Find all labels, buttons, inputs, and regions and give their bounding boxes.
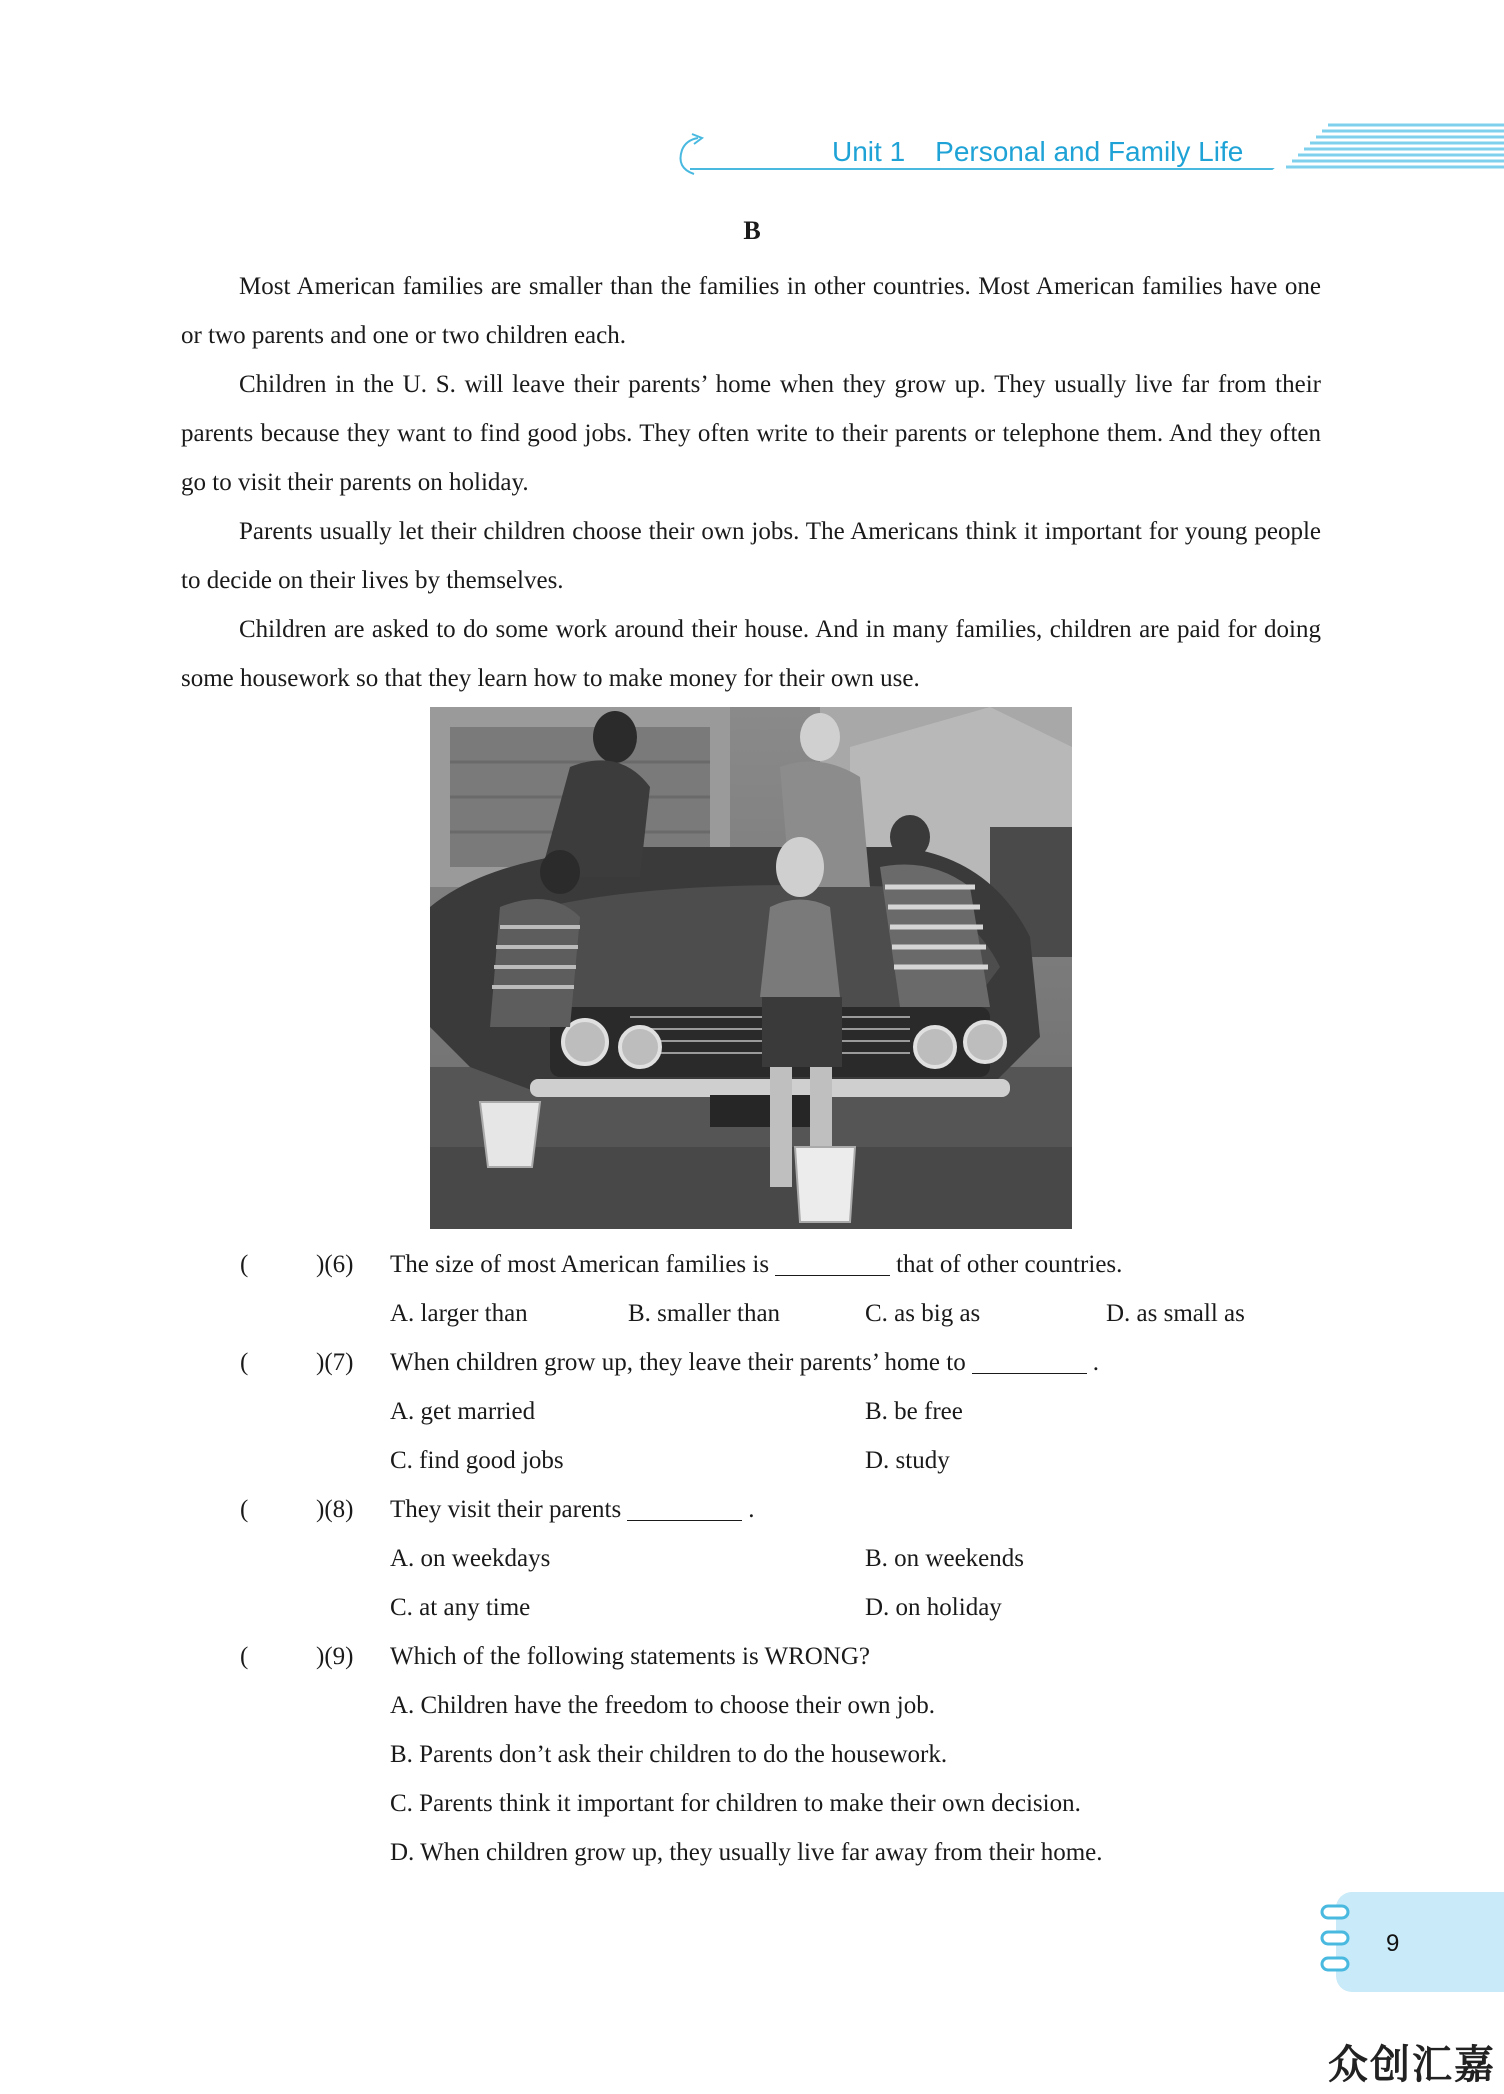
answer-blank <box>627 1490 742 1521</box>
page-number-tab <box>1336 1892 1504 1992</box>
paragraph: Children in the U. S. will leave their parents’ home when they grow up. They usually live far from their parents because they want to find good jobs. They often write to their parents or telephone them. And they often go to visit their parents on holiday. <box>181 371 1321 496</box>
question-9 <box>240 1632 1340 1681</box>
question-list <box>240 1240 1340 1877</box>
binder-rings-icon <box>1318 1900 1358 1980</box>
question-8 <box>240 1485 1340 1534</box>
page-number: 9 <box>1386 1930 1400 1957</box>
options-row <box>240 1387 1340 1436</box>
question-number: )(6) <box>316 1251 354 1278</box>
reading-passage <box>181 262 1321 703</box>
question-stem-end: . <box>1092 1349 1099 1376</box>
paragraph: Most American families are smaller than the families in other countries. Most American families have one or two parents and one or two children each. <box>181 273 1321 349</box>
options-row <box>240 1828 1340 1877</box>
option-b[interactable]: B. Parents don’t ask their children to do the housework. <box>390 1741 948 1768</box>
options-row <box>240 1583 1340 1632</box>
question-stem: When children grow up, they leave their parents’ home to <box>390 1349 966 1376</box>
question-text <box>390 1240 1122 1289</box>
question-stem-end: that of other countries. <box>896 1251 1123 1278</box>
question-number: )(8) <box>316 1496 354 1523</box>
answer-bracket[interactable]: ( <box>240 1349 249 1376</box>
unit-label: Unit 1 <box>832 136 906 167</box>
option-c[interactable]: C. as big as <box>865 1300 981 1327</box>
option-c[interactable]: C. Parents think it important for children to make their own decision. <box>390 1790 1081 1817</box>
answer-bracket[interactable]: ( <box>240 1496 249 1523</box>
answer-bracket[interactable]: ( <box>240 1643 249 1670</box>
option-b[interactable]: B. be free <box>865 1398 963 1425</box>
page-header <box>0 0 1504 190</box>
question-stem: Which of the following statements is WRONG? <box>390 1643 871 1670</box>
options-row <box>240 1730 1340 1779</box>
question-number: )(7) <box>316 1349 354 1376</box>
options-row <box>240 1289 1340 1338</box>
family-washing-car-photo <box>430 707 1072 1229</box>
question-text <box>390 1632 870 1681</box>
option-a[interactable]: A. larger than <box>390 1300 528 1327</box>
header-stripes-decoration <box>1270 122 1504 172</box>
answer-blank <box>972 1343 1087 1374</box>
question-6 <box>240 1240 1340 1289</box>
header-title <box>832 136 1243 168</box>
section-label: B <box>743 216 761 245</box>
answer-bracket[interactable]: ( <box>240 1251 249 1278</box>
curved-arrow-icon <box>668 130 728 180</box>
question-text <box>390 1485 754 1534</box>
options-row <box>240 1779 1340 1828</box>
option-a[interactable]: A. on weekdays <box>390 1545 551 1572</box>
answer-blank <box>775 1245 890 1276</box>
unit-title: Personal and Family Life <box>935 136 1244 167</box>
question-text <box>390 1338 1099 1387</box>
option-c[interactable]: C. find good jobs <box>390 1447 564 1474</box>
question-stem: They visit their parents <box>390 1496 622 1523</box>
option-d[interactable]: D. When children grow up, they usually live far away from their home. <box>390 1839 1103 1866</box>
option-d[interactable]: D. study <box>865 1447 950 1474</box>
watermark-logo: 众创汇嘉 <box>1328 2042 1496 2088</box>
question-stem-end: . <box>748 1496 755 1523</box>
option-d[interactable]: D. on holiday <box>865 1594 1002 1621</box>
option-a[interactable]: A. Children have the freedom to choose their own job. <box>390 1692 935 1719</box>
options-row <box>240 1534 1340 1583</box>
question-stem: The size of most American families is <box>390 1251 770 1278</box>
options-row <box>240 1681 1340 1730</box>
option-b[interactable]: B. on weekends <box>865 1545 1024 1572</box>
paragraph: Children are asked to do some work around their house. And in many families, children are paid for doing some housework so that they learn how to make money for their own use. <box>181 616 1321 692</box>
options-row <box>240 1436 1340 1485</box>
question-7 <box>240 1338 1340 1387</box>
header-rule <box>690 168 1290 170</box>
option-c[interactable]: C. at any time <box>390 1594 531 1621</box>
paragraph: Parents usually let their children choose their own jobs. The Americans think it important for young people to decide on their lives by themselves. <box>181 518 1321 594</box>
question-number: )(9) <box>316 1643 354 1670</box>
option-d[interactable]: D. as small as <box>1106 1300 1245 1327</box>
option-a[interactable]: A. get married <box>390 1398 536 1425</box>
option-b[interactable]: B. smaller than <box>628 1300 781 1327</box>
